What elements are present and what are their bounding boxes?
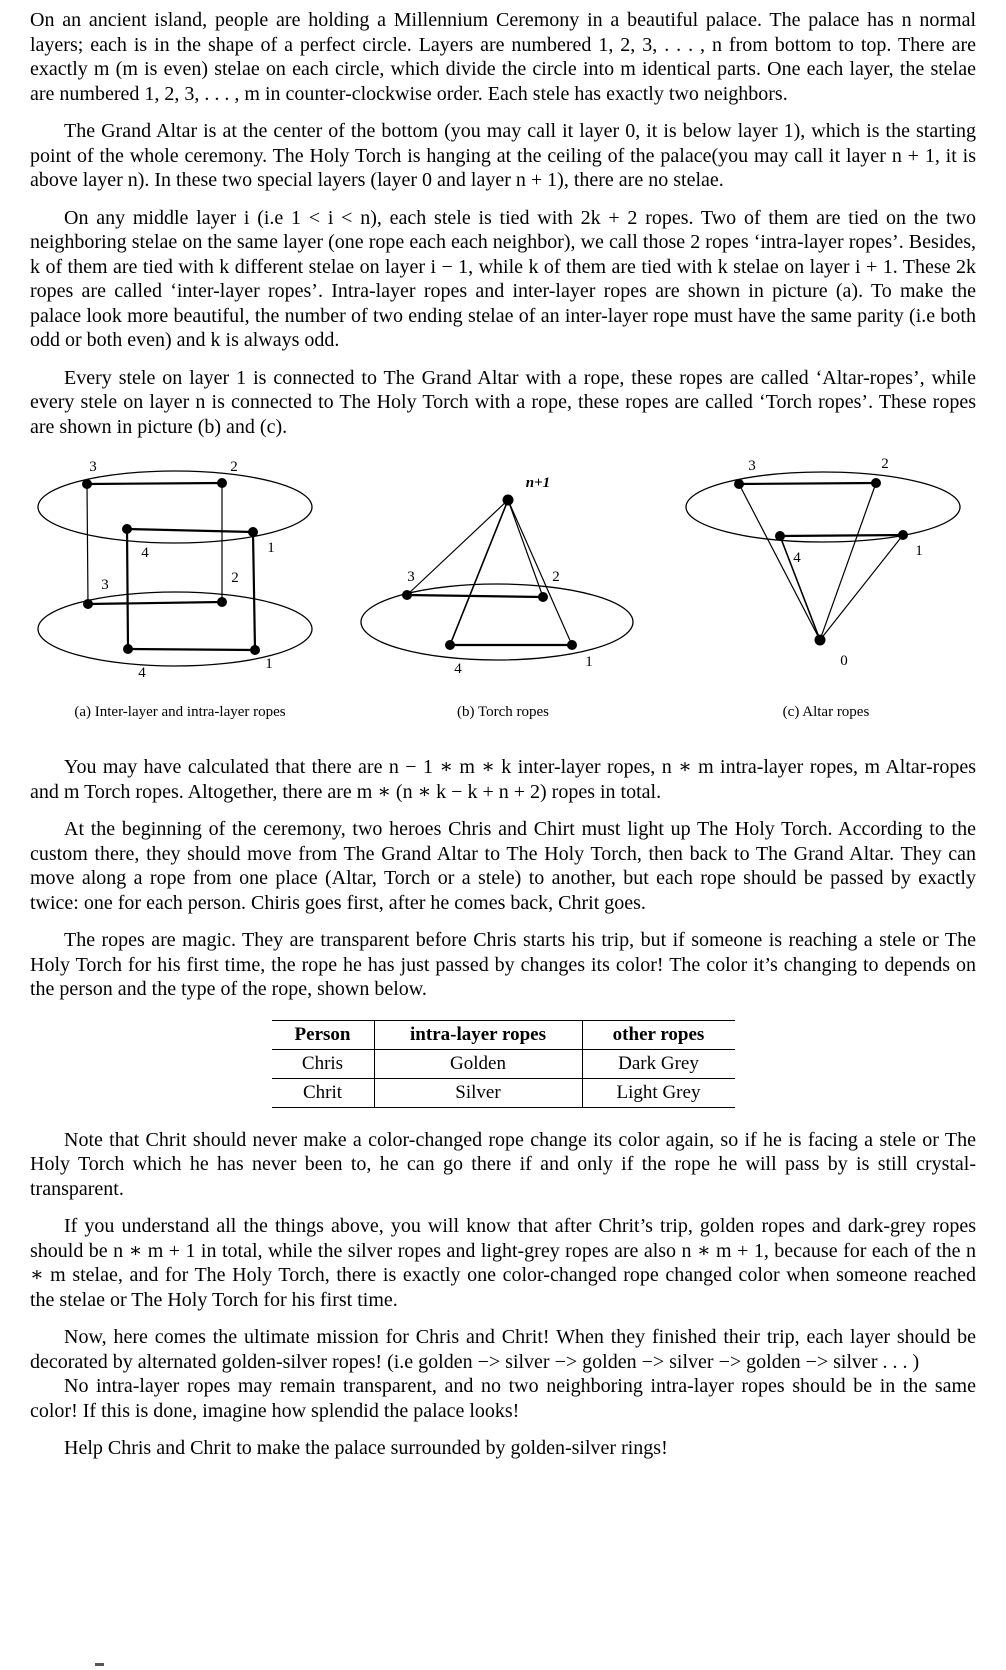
altar-rope-line — [820, 535, 903, 640]
stele-dot — [871, 478, 881, 488]
stele-label: 1 — [915, 543, 923, 559]
intra-layer-rope-line — [127, 529, 253, 532]
figure-b-diagram — [353, 457, 653, 685]
figures-row — [30, 457, 976, 685]
table-cell: Chris — [272, 1049, 375, 1078]
stele-dot — [775, 531, 785, 541]
stele-label: 1 — [585, 654, 593, 670]
torch-dot — [503, 495, 514, 506]
stele-dot — [122, 524, 132, 534]
intra-layer-rope-line — [780, 535, 903, 536]
altar-label: 0 — [840, 653, 848, 669]
table-cell: Chrit — [272, 1078, 375, 1107]
table-row — [272, 1049, 735, 1078]
paragraph-no-transparent: No intra-layer ropes may remain transparent, and no two neighboring intra-layer ropes should be in the same color! If this is done, imagine how splendid the palace looks! — [30, 1375, 976, 1422]
torch-rope-line — [407, 500, 508, 595]
paragraph-altar-torch-ropes: Every stele on layer 1 is connected to The Grand Altar with a rope, these ropes are called ‘Altar-ropes’, while every stele on layer n is connected to The Holy Torch with a rope, these ropes are called ‘Torch ropes’. These ropes are shown in picture (b) and (c). — [30, 366, 976, 438]
figure-caption-c: (c) Altar ropes — [782, 704, 870, 720]
inter-layer-rope-line — [87, 484, 88, 604]
paragraph-ultimate-mission: Now, here comes the ultimate mission for Chris and Chrit! When they finished their trip, each layer should be decorated by alternated golden-silver ropes! (i.e golden −> silver −> golden −> silver −> golden −> silver . . . ) — [30, 1326, 976, 1373]
table-header-person: Person — [272, 1020, 375, 1049]
intra-layer-rope-line — [407, 595, 543, 597]
table-row — [272, 1078, 735, 1107]
figure-caption-a: (a) Inter-layer and intra-layer ropes — [74, 704, 286, 720]
stele-label: 4 — [138, 665, 146, 681]
stele-label: 3 — [748, 458, 756, 474]
paragraph-counts-after-trip: If you understand all the things above, you will know that after Chrit’s trip, golden ropes and dark-grey ropes should be n ∗ m + 1 in total, while the silver ropes and light-grey ropes are also n ∗ m + 1, because for each of the n ∗ m stelae, and for The Holy Torch, there is exactly one color-changed rope changed color when someone reached the stelae or The Holy Torch for his first time. — [30, 1215, 976, 1311]
paragraph-help: Help Chris and Chrit to make the palace surrounded by golden-silver rings! — [64, 1437, 668, 1459]
altar-rope-line — [820, 483, 876, 640]
table-header-row — [272, 1020, 735, 1049]
altar-dot — [815, 635, 826, 646]
stele-label: 3 — [101, 577, 109, 593]
stele-label: 1 — [267, 540, 275, 556]
stele-dot — [123, 644, 133, 654]
stele-label: 1 — [265, 656, 273, 672]
paragraph-middle-layers: On any middle layer i (i.e 1 < i < n), each stele is tied with 2k + 2 ropes. Two of them are tied on the two neighboring stelae on the same layer (one rope each each neighbor), we call those 2 ropes ‘intra-layer ropes’. Besides, k of them are tied with k different stelae on layer i − 1, while k of them are tied with k stelae on layer i + 1. These 2k ropes are called ‘inter-layer ropes’. Intra-layer ropes and inter-layer ropes are shown in picture (a). To make the palace look more beautiful, the number of two ending stelae of an inter-layer rope must have the same parity (i.e both odd or both even) and k is always odd. — [30, 206, 976, 351]
table-header-other: other ropes — [582, 1020, 735, 1049]
torch-rope-line — [508, 500, 543, 597]
stele-label: 4 — [793, 550, 801, 566]
stele-dot — [538, 592, 548, 602]
inter-layer-rope-line — [127, 529, 128, 649]
layer-ellipse-top — [38, 471, 312, 543]
clipped-text-fragment — [95, 1663, 104, 1666]
paragraph-chrit-rule: Note that Chrit should never make a color-changed rope change its color again, so if he is facing a stele or The Holy Torch which he has never been to, he can go there if and only if the rope he will pass by is still crystal-transparent. — [30, 1128, 976, 1200]
figure-a-diagram — [30, 457, 330, 685]
table-header-intra-layer: intra-layer ropes — [374, 1020, 582, 1049]
stele-label: 4 — [141, 545, 149, 561]
paragraph-rope-count: You may have calculated that there are n − 1 ∗ m ∗ k inter-layer ropes, n ∗ m intra-layer ropes, m Altar-ropes and m Torch ropes. Altogether, there are m ∗ (n ∗ k − k + n + 2) ropes in total. — [30, 756, 976, 803]
stele-dot — [250, 645, 260, 655]
stele-label: 2 — [552, 569, 560, 585]
inter-layer-rope-line — [253, 532, 255, 650]
table-cell: Silver — [374, 1078, 582, 1107]
stele-dot — [217, 597, 227, 607]
stele-dot — [734, 479, 744, 489]
stele-dot — [567, 640, 577, 650]
figure-captions-row — [30, 703, 976, 721]
altar-rope-line — [739, 484, 820, 640]
intra-layer-rope-line — [87, 483, 222, 484]
stele-label: 2 — [881, 457, 889, 472]
stele-dot — [217, 478, 227, 488]
stele-label: 3 — [407, 569, 415, 585]
table-cell: Golden — [374, 1049, 582, 1078]
intra-layer-rope-line — [739, 483, 876, 484]
stele-dot — [248, 527, 258, 537]
torch-rope-line — [450, 500, 508, 645]
stele-label: 4 — [454, 661, 462, 677]
intra-layer-rope-line — [88, 602, 222, 604]
figure-caption-b: (b) Torch ropes — [457, 704, 549, 720]
figure-c-diagram — [676, 457, 976, 685]
paragraph-magic-ropes: The ropes are magic. They are transparent before Chris starts his trip, but if someone is reaching a stele or The Holy Torch for his first time, the rope he has just passed by changes its color! The color it’s changing to depends on the person and the type of the rope, shown below. — [30, 929, 976, 1000]
stele-dot — [82, 479, 92, 489]
stele-dot — [402, 590, 412, 600]
stele-dot — [898, 530, 908, 540]
stele-label: 3 — [89, 459, 97, 475]
intra-layer-rope-line — [128, 649, 255, 650]
paragraph-altar-torch: The Grand Altar is at the center of the bottom (you may call it layer 0, it is below layer 1), which is the starting point of the whole ceremony. The Holy Torch is hanging at the ceiling of the palace(you may call it layer n + 1, it is above layer n). In these two special layers (layer 0 and layer n + 1), there are no stelae. — [30, 120, 976, 191]
paragraph-intro: On an ancient island, people are holding a Millennium Ceremony in a beautiful palace. The palace has n normal layers; each is in the shape of a perfect circle. Layers are numbered 1, 2, 3, . . . , n from bottom to top. There are exactly m (m is even) stelae on each circle, which divide the circle into m identical parts. One each layer, the stelae are numbered 1, 2, 3, . . . , m in counter-clockwise order. Each stele has exactly two neighbors. — [30, 9, 976, 105]
stele-dot — [445, 640, 455, 650]
stele-label: 2 — [231, 570, 239, 586]
table-cell: Light Grey — [582, 1078, 735, 1107]
table-cell: Dark Grey — [582, 1049, 735, 1078]
rope-color-table — [272, 1020, 735, 1108]
stele-dot — [83, 599, 93, 609]
torch-rope-line — [508, 500, 572, 645]
stele-label: 2 — [230, 459, 238, 475]
torch-label: n+1 — [525, 475, 551, 491]
paragraph-ceremony: At the beginning of the ceremony, two heroes Chris and Chirt must light up The Holy Torch. According to the custom there, they should move from The Grand Altar to The Holy Torch, then back to The Grand Altar. They can move along a rope from one place (Altar, Torch or a stele) to another, but each rope should be passed by exactly twice: one for each person. Chiris goes first, after he comes back, Chrit goes. — [30, 818, 976, 914]
